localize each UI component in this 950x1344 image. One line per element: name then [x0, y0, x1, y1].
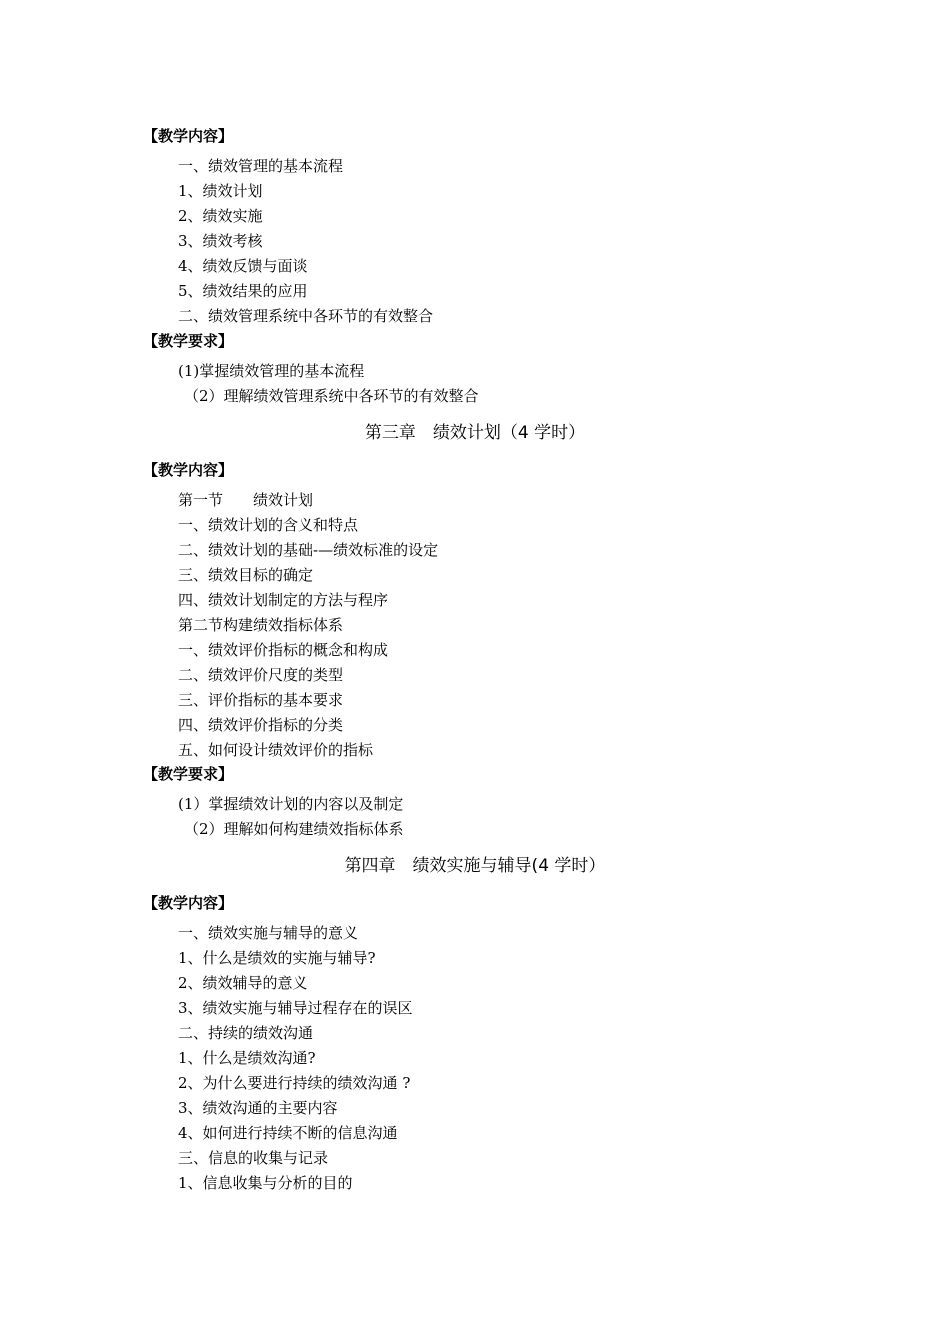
- content-item: 五、如何设计绩效评价的指标: [178, 741, 374, 759]
- content-item: 二、绩效评价尺度的类型: [178, 666, 344, 684]
- chapter-title: 第四章 绩效实施与辅导(4 学时）: [344, 856, 606, 876]
- content-item: 二、持续的绩效沟通: [178, 1024, 314, 1042]
- content-item: 1、什么是绩效沟通?: [178, 1049, 316, 1067]
- content-item: 4、如何进行持续不断的信息沟通: [178, 1124, 398, 1142]
- content-item: 三、评价指标的基本要求: [178, 691, 344, 709]
- content-item: 3、绩效沟通的主要内容: [178, 1099, 338, 1117]
- section-heading-content: 【教学内容】: [143, 461, 234, 479]
- section-heading-content: 【教学内容】: [143, 894, 234, 912]
- chapter-title: 第三章 绩效计划（4 学时）: [364, 423, 586, 443]
- content-item: 一、绩效管理的基本流程: [178, 157, 344, 175]
- content-item: 三、信息的收集与记录: [178, 1149, 329, 1167]
- content-item: 2、绩效辅导的意义: [178, 974, 308, 992]
- content-item: 二、绩效计划的基础-—绩效标准的设定: [178, 541, 439, 559]
- section-heading-content: 【教学内容】: [143, 127, 234, 145]
- content-item: 一、绩效实施与辅导的意义: [178, 924, 359, 942]
- section-heading-requirements: 【教学要求】: [143, 765, 234, 783]
- requirement-item: (1)掌握绩效管理的基本流程: [178, 362, 365, 380]
- content-item: 2、绩效实施: [178, 207, 263, 225]
- content-item: 二、绩效管理系统中各环节的有效整合: [178, 307, 434, 325]
- content-item: 2、为什么要进行持续的绩效沟通 ?: [178, 1074, 411, 1092]
- content-item: 1、信息收集与分析的目的: [178, 1174, 353, 1192]
- content-item: 3、绩效实施与辅导过程存在的误区: [178, 999, 413, 1017]
- content-item: 4、绩效反馈与面谈: [178, 257, 308, 275]
- content-item: 一、绩效评价指标的概念和构成: [178, 641, 389, 659]
- content-item: 3、绩效考核: [178, 232, 263, 250]
- content-item: 1、绩效计划: [178, 182, 263, 200]
- content-item: 第二节构建绩效指标体系: [178, 616, 344, 634]
- content-item: 三、绩效目标的确定: [178, 566, 314, 584]
- requirement-item: (1）掌握绩效计划的内容以及制定: [178, 795, 404, 813]
- content-item: 第一节 绩效计划: [178, 491, 314, 509]
- requirement-item: （2）理解绩效管理系统中各环节的有效整合: [184, 387, 479, 405]
- content-item: 1、什么是绩效的实施与辅导?: [178, 949, 376, 967]
- content-item: 四、绩效计划制定的方法与程序: [178, 591, 389, 609]
- content-item: 四、绩效评价指标的分类: [178, 716, 344, 734]
- requirement-item: （2）理解如何构建绩效指标体系: [184, 820, 404, 838]
- section-heading-requirements: 【教学要求】: [143, 332, 234, 350]
- content-item: 一、绩效计划的含义和特点: [178, 516, 359, 534]
- content-item: 5、绩效结果的应用: [178, 282, 308, 300]
